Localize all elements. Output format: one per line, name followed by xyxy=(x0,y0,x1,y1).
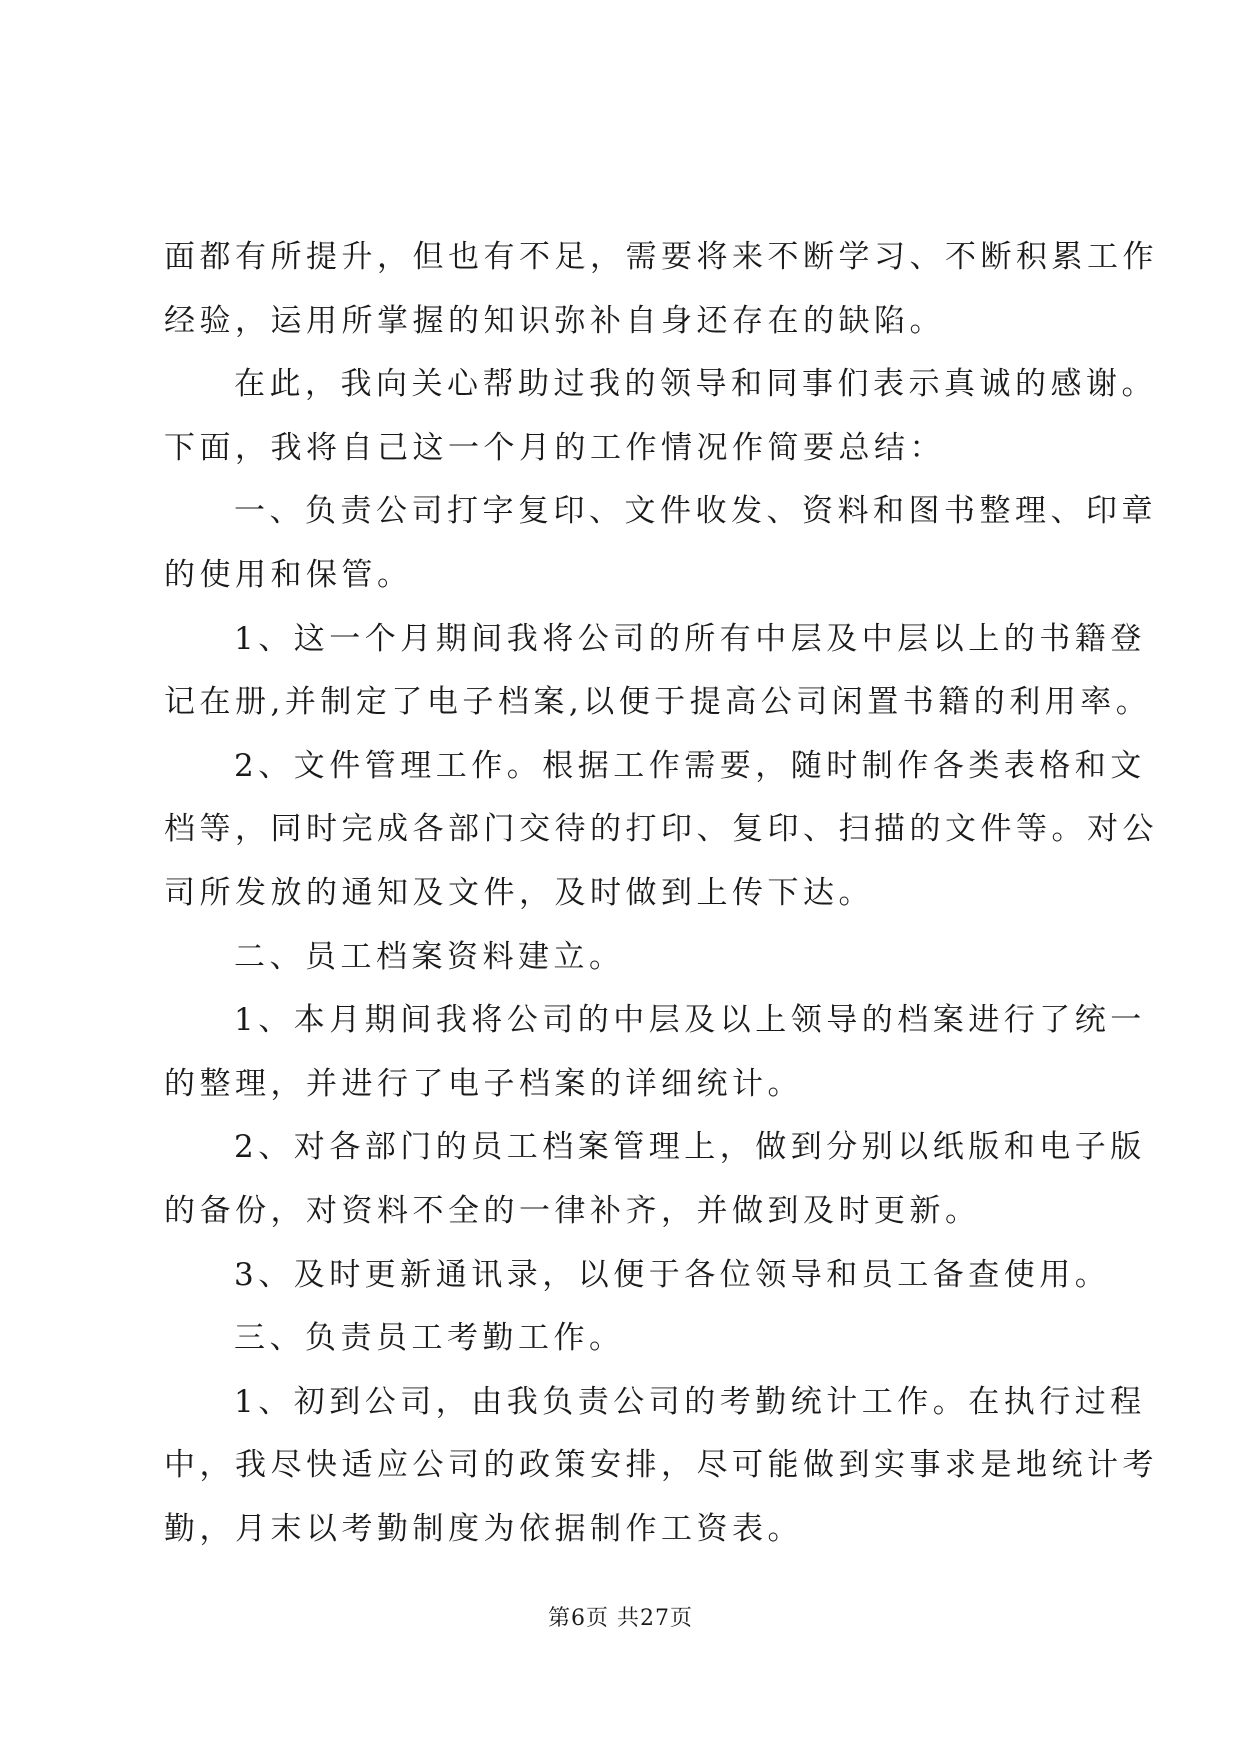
text-line: 在此，我向关心帮助过我的领导和同事们表示真诚的感谢。 xyxy=(234,366,1157,403)
text-line: 的备份，对资料不全的一律补齐，并做到及时更新。 xyxy=(164,1192,981,1229)
text-line: 面都有所提升，但也有不足，需要将来不断学习、不断积累工作 xyxy=(164,239,1158,275)
text-line: 一、负责公司打字复印、文件收发、资料和图书整理、印章 xyxy=(234,493,1157,530)
text-line: 记在册,并制定了电子档案,以便于提高公司闲置书籍的利用率。 xyxy=(164,684,1152,721)
text-line: 2、对各部门的员工档案管理上，做到分别以纸版和电子版 xyxy=(234,1129,1146,1166)
text-line: 1、初到公司，由我负责公司的考勤统计工作。在执行过程 xyxy=(234,1383,1146,1420)
text-line: 勤，月末以考勤制度为依据制作工资表。 xyxy=(164,1510,803,1547)
text-line: 的整理，并进行了电子档案的详细统计。 xyxy=(164,1065,803,1102)
text-line: 二、员工档案资料建立。 xyxy=(234,938,625,975)
text-line: 下面，我将自己这一个月的工作情况作简要总结： xyxy=(164,429,945,466)
text-line: 司所发放的通知及文件，及时做到上传下达。 xyxy=(164,874,874,911)
page-footer xyxy=(0,1601,1241,1632)
text-line: 档等，同时完成各部门交待的打印、复印、扫描的文件等。对公 xyxy=(164,811,1158,848)
text-line: 1、这一个月期间我将公司的所有中层及中层以上的书籍登 xyxy=(234,620,1146,657)
text-line: 经验，运用所掌握的知识弥补自身还存在的缺陷。 xyxy=(164,302,945,339)
text-line: 2、文件管理工作。根据工作需要，随时制作各类表格和文 xyxy=(234,747,1146,784)
document-body xyxy=(164,226,1158,1561)
text-line: 中，我尽快适应公司的政策安排，尽可能做到实事求是地统计考 xyxy=(164,1447,1158,1484)
page-number-label: 第6页 共27页 xyxy=(548,1606,693,1631)
text-line: 3、及时更新通讯录，以便于各位领导和员工备查使用。 xyxy=(234,1256,1111,1293)
text-line: 1、本月期间我将公司的中层及以上领导的档案进行了统一 xyxy=(234,1002,1146,1039)
text-line: 三、负责员工考勤工作。 xyxy=(234,1320,625,1357)
text-line: 的使用和保管。 xyxy=(164,556,413,593)
